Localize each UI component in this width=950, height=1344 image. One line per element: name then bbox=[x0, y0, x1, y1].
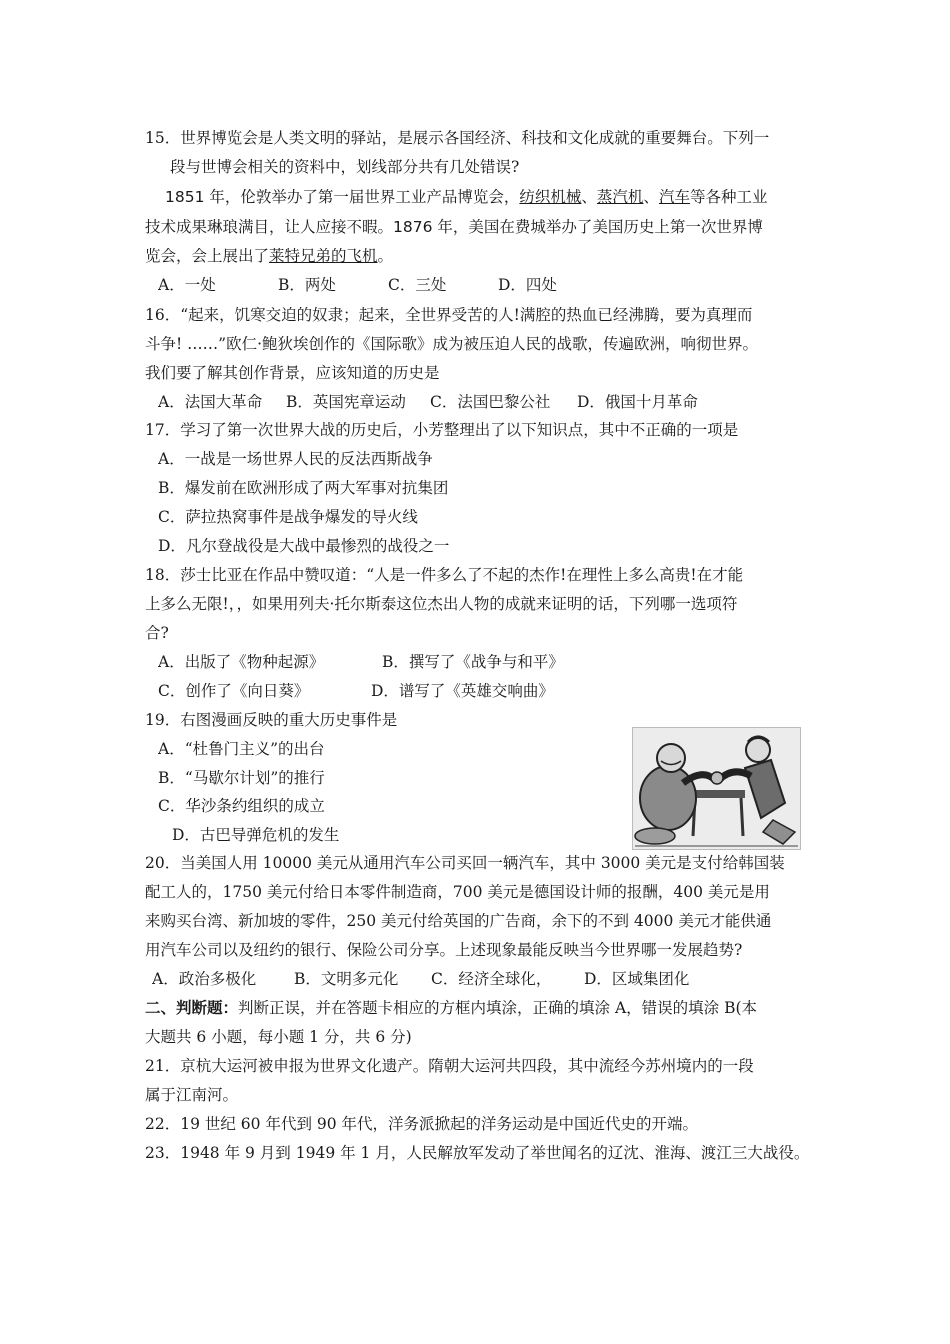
q18-option-d[interactable]: D．谱写了《英雄交响曲》 bbox=[371, 682, 554, 700]
q20-option-c[interactable]: C．经济全球化， bbox=[431, 970, 552, 988]
q16-option-d[interactable]: D．俄国十月革命 bbox=[577, 393, 698, 411]
q19-stem: 19．右图漫画反映的重大历史事件是 bbox=[145, 711, 398, 729]
q17-option-c[interactable]: C．萨拉热窝事件是战争爆发的导火线 bbox=[158, 508, 418, 526]
q20-options bbox=[152, 969, 817, 989]
q18-stem-line1: 18．莎士比亚在作品中赞叹道：“人是一件多么了不起的杰作!在理性上多么高贵!在才能 bbox=[145, 566, 744, 584]
q15-options bbox=[158, 275, 823, 295]
q17-option-d[interactable]: D．凡尔登战役是大战中最惨烈的战役之一 bbox=[158, 537, 450, 555]
section2-title: 二、判断题： bbox=[145, 998, 239, 1017]
q18-stem-line2: 上多么无限!，，如果用列夫·托尔斯泰这位杰出人物的成就来证明的话，下列哪一选项符 bbox=[145, 595, 738, 613]
section2-header-line1 bbox=[145, 998, 810, 1018]
section2-description: 判断正误，并在答题卡相应的方框内填涂，正确的填涂 A，错误的填涂 B(本 bbox=[238, 999, 758, 1017]
q23-line1: 23．1948 年 9 月到 1949 年 1 月，人民解放军发动了举世闻名的辽沈、淮海、渡江三大战役。 bbox=[145, 1144, 810, 1162]
cartoon-drawing bbox=[633, 728, 800, 849]
q18-options-row1 bbox=[158, 652, 823, 672]
q15-option-a[interactable]: A．一处 bbox=[158, 276, 216, 294]
q16-option-c[interactable]: C．法国巴黎公社 bbox=[430, 393, 551, 411]
q20-stem-line1: 20．当美国人用 10000 美元从通用汽车公司买回一辆汽车，其中 3000 美元是支付给韩国装 bbox=[145, 854, 785, 872]
q15-underline-4: 莱特兄弟的飞机 bbox=[269, 247, 378, 265]
section2-header-line2: 大题共 6 小题，每小题 1 分，共 6 分) bbox=[145, 1028, 412, 1046]
q20-stem-line2: 配工人的，1750 美元付给日本零件制造商，700 美元是德国设计师的报酬，400 美元是用 bbox=[145, 883, 770, 901]
q20-option-d[interactable]: D．区域集团化 bbox=[584, 970, 690, 988]
q16-stem-line2: 斗争! ……”欧仁·鲍狄埃创作的《国际歌》成为被压迫人民的战歌，传遍欧洲，响彻世界。 bbox=[145, 335, 759, 353]
q16-stem-line1: 16．“起来，饥寒交迫的奴隶；起来，全世界受苦的人!满腔的热血已经沸腾，要为真理而 bbox=[145, 306, 753, 324]
q15-option-d[interactable]: D．四处 bbox=[498, 276, 557, 294]
q15-passage-line2: 技术成果琳琅满目，让人应接不暇。1876 年，美国在费城举办了美国历史上第一次世界博 bbox=[145, 218, 763, 236]
q19-option-a[interactable]: A．“杜鲁门主义”的出台 bbox=[158, 740, 325, 758]
q15-underline-2: 蒸汽机 bbox=[596, 188, 644, 206]
q18-option-c[interactable]: C．创作了《向日葵》 bbox=[158, 682, 310, 700]
q22-line1: 22．19 世纪 60 年代到 90 年代，洋务派掀起的洋务运动是中国近代史的开端。 bbox=[145, 1115, 699, 1133]
q20-option-a[interactable]: A．政治多极化 bbox=[152, 970, 257, 988]
q15-stem-line1: 15．世界博览会是人类文明的驿站，是展示各国经济、科技和文化成就的重要舞台。下列一 bbox=[145, 129, 770, 147]
q15-passage-text: 览会，会上展出了 bbox=[145, 247, 270, 265]
q19-option-b[interactable]: B．“马歇尔计划”的推行 bbox=[158, 769, 325, 787]
q15-passage-text: 等各种工业 bbox=[689, 188, 768, 206]
q20-option-b[interactable]: B．文明多元化 bbox=[294, 970, 399, 988]
q18-option-b[interactable]: B．撰写了《战争与和平》 bbox=[382, 653, 564, 671]
q15-passage-line1 bbox=[165, 187, 810, 207]
q15-sep: 、 bbox=[643, 188, 659, 206]
q18-option-a[interactable]: A．出版了《物种起源》 bbox=[158, 653, 325, 671]
cold-war-cartoon-image bbox=[632, 727, 801, 850]
q20-stem-line3: 来购买台湾、新加坡的零件，250 美元付给英国的广告商，余下的不到 4000 美元才能供通 bbox=[145, 912, 772, 930]
q18-options-row2 bbox=[158, 681, 823, 701]
q19-option-d[interactable]: D．古巴导弹危机的发生 bbox=[172, 826, 340, 844]
q18-stem-line3: 合? bbox=[145, 624, 169, 642]
q19-option-c[interactable]: C．华沙条约组织的成立 bbox=[158, 797, 325, 815]
q15-passage-text: 。 bbox=[377, 247, 394, 265]
q17-option-b[interactable]: B．爆发前在欧洲形成了两大军事对抗集团 bbox=[158, 479, 449, 497]
q15-option-c[interactable]: C．三处 bbox=[388, 276, 447, 294]
q21-line1: 21．京杭大运河被申报为世界文化遗产。隋朝大运河共四段，其中流经今苏州境内的一段 bbox=[145, 1057, 754, 1075]
q15-passage-text: 1851 年，伦敦举办了第一届世界工业产品博览会， bbox=[165, 188, 520, 206]
q15-underline-3: 汽车 bbox=[658, 188, 690, 206]
q15-stem-line2: 段与世博会相关的资料中，划线部分共有几处错误? bbox=[170, 158, 520, 176]
q15-sep: 、 bbox=[581, 188, 597, 206]
q17-option-a[interactable]: A．一战是一场世界人民的反法西斯战争 bbox=[158, 450, 433, 468]
q15-option-b[interactable]: B．两处 bbox=[278, 276, 336, 294]
q15-passage-line3 bbox=[145, 246, 810, 266]
q16-options bbox=[158, 392, 823, 412]
q16-option-b[interactable]: B．英国宪章运动 bbox=[286, 393, 406, 411]
q20-stem-line4: 用汽车公司以及纽约的银行、保险公司分享。上述现象最能反映当今世界哪一发展趋势? bbox=[145, 941, 743, 959]
q17-stem: 17．学习了第一次世界大战的历史后，小芳整理出了以下知识点，其中不正确的一项是 bbox=[145, 421, 739, 439]
q16-option-a[interactable]: A．法国大革命 bbox=[158, 393, 263, 411]
q21-line2: 属于江南河。 bbox=[145, 1086, 239, 1104]
q15-underline-1: 纺织机械 bbox=[519, 188, 582, 206]
q16-stem-line3: 我们要了解其创作背景，应该知道的历史是 bbox=[145, 364, 440, 382]
